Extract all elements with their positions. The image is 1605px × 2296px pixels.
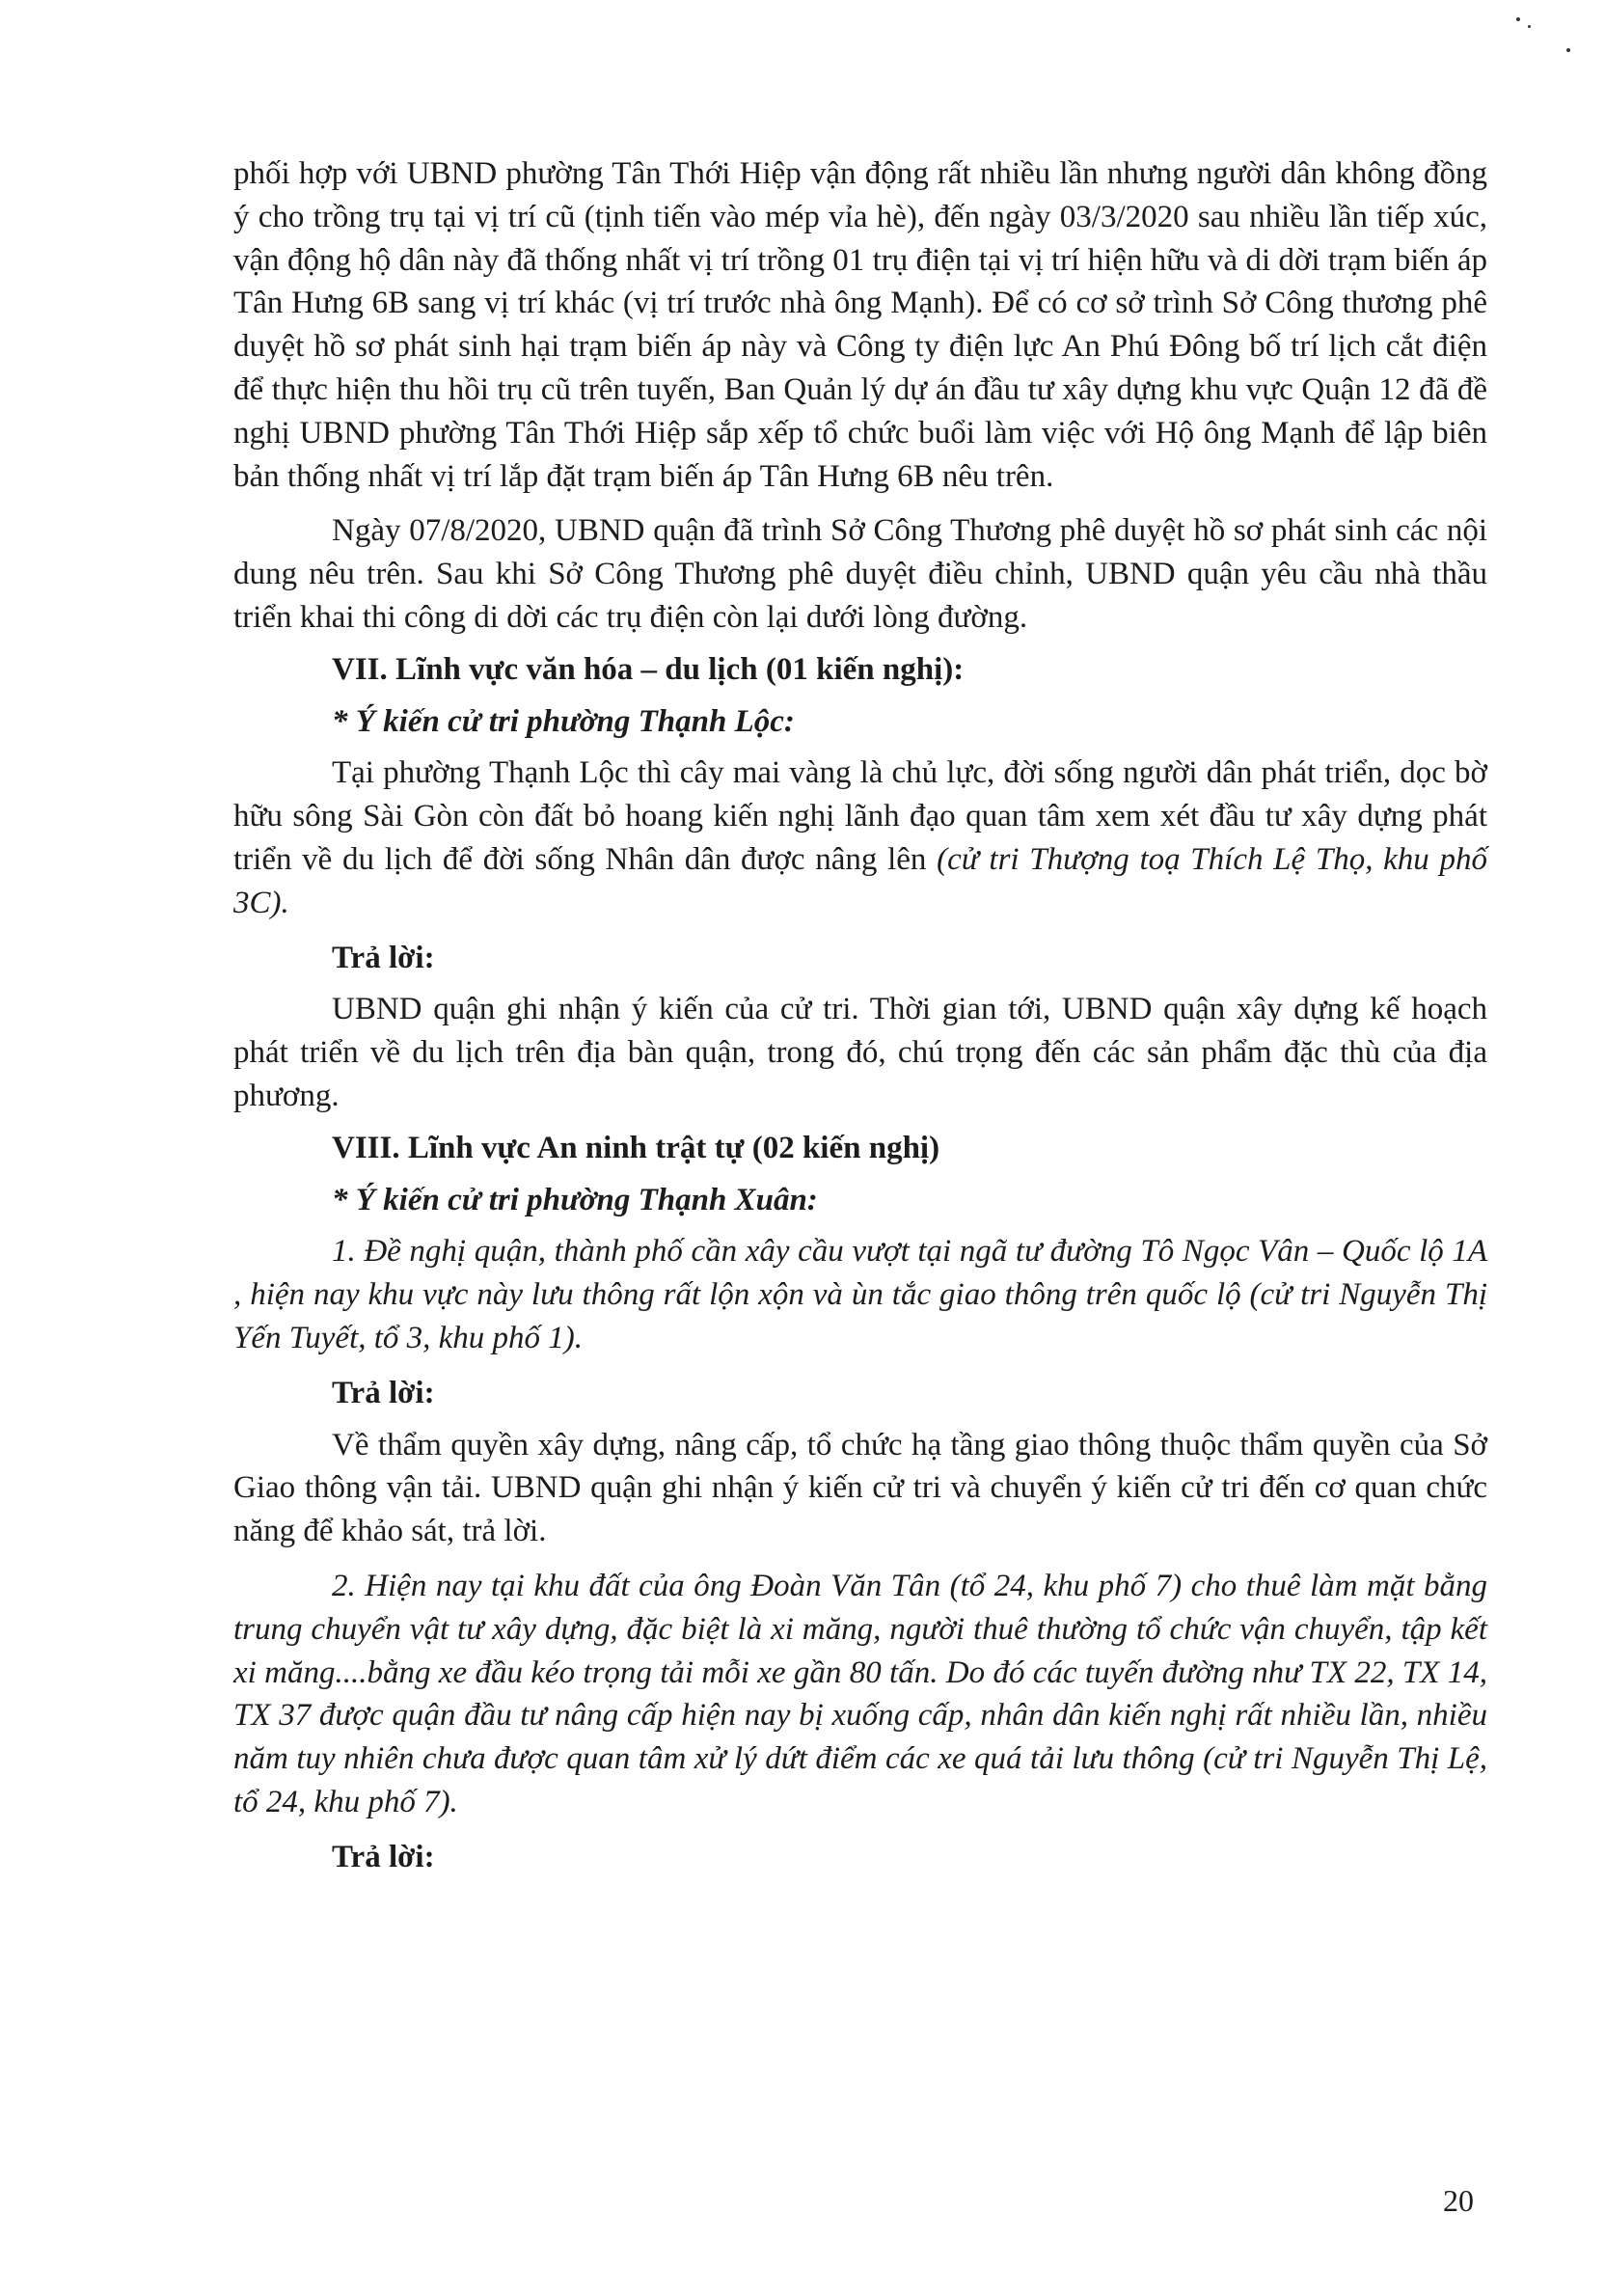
section-heading-security-order: VIII. Lĩnh vực An ninh trật tự (02 kiến nghị) xyxy=(332,1130,940,1165)
section-heading-culture-tourism: VII. Lĩnh vực văn hóa – du lịch (01 kiến nghị): xyxy=(332,651,965,687)
scan-speck xyxy=(1516,17,1520,21)
proposal-thanh-loc-source: (cử tri Thượng toạ Thích Lệ Thọ, khu phố 3C). xyxy=(233,841,1487,920)
answer-culture-tourism: UBND quận ghi nhận ý kiến của cử tri. Thời gian tới, UBND quận xây dựng kế hoạch phát triển về du lịch trên địa bàn quận, trong đó, chú trọng đến các sản phẩm đặc thù của địa phương. xyxy=(233,992,1487,1113)
answer-label-3: Trả lời: xyxy=(332,1839,435,1874)
answer-overpass: Về thẩm quyền xây dựng, nâng cấp, tổ chức hạ tầng giao thông thuộc thẩm quyền của Sở Giao thông vận tải. UBND quận ghi nhận ý kiến cử tri và chuyển ý kiến cử tri đến cơ quan chức năng để khảo sát, trả lời. xyxy=(233,1427,1487,1549)
voter-opinion-thanh-xuan: * Ý kiến cử tri phường Thạnh Xuân: xyxy=(332,1182,818,1217)
voter-opinion-thanh-loc: * Ý kiến cử tri phường Thạnh Lộc: xyxy=(332,703,795,739)
proposal-thanh-loc-text: Tại phường Thạnh Lộc thì cây mai vàng là chủ lực, đời sống người dân phát triển, dọc bờ hữu sông Sài Gòn còn đất bỏ hoang kiến nghị lãnh đạo quan tâm xem xét đầu tư xây dựng phát triển về du lịch để đời sống Nhân dân được nâng lên xyxy=(233,755,1487,877)
scan-speck xyxy=(1528,25,1531,28)
proposal-overloaded-trucks: 2. Hiện nay tại khu đất của ông Đoàn Văn Tân (tổ 24, khu phố 7) cho thuê làm mặt bằng trung chuyển vật tư xây dựng, đặc biệt là xi măng, người thuê thường tổ chức vận chuyển, tập kết xi măng....bằng xe đầu kéo trọng tải mỗi xe gần 80 tấn. Do đó các tuyến đường như TX 22, TX 14, TX 37 được quận đầu tư nâng cấp hiện nay bị xuống cấp, nhân dân kiến nghị rất nhiều lần, nhiều năm tuy nhiên chưa được quan tâm xử lý dứt điểm các xe quá tải lưu thông (cử tri Nguyễn Thị Lệ, tổ 24, khu phố 7). xyxy=(233,1568,1487,1819)
page-number: 20 xyxy=(1443,2183,1474,2218)
proposal-thanh-loc xyxy=(233,752,1487,924)
scan-speck xyxy=(1566,48,1570,52)
paragraph-submission: Ngày 07/8/2020, UBND quận đã trình Sở Công Thương phê duyệt hồ sơ phát sinh các nội dung nêu trên. Sau khi Sở Công Thương phê duyệt điều chỉnh, UBND quận yêu cầu nhà thầu triển khai thi công di dời các trụ điện còn lại dưới lòng đường. xyxy=(233,513,1487,635)
answer-label-1: Trả lời: xyxy=(332,940,435,975)
proposal-overpass: 1. Đề nghị quận, thành phố cần xây cầu vượt tại ngã tư đường Tô Ngọc Vân – Quốc lộ 1A , hiện nay khu vực này lưu thông rất lộn xộn và ùn tắc giao thông trên quốc lộ (cử tri Nguyễn Thị Yến Tuyết, tổ 3, khu phố 1). xyxy=(233,1234,1487,1355)
page-body xyxy=(233,152,1487,1878)
paragraph-continued: phối hợp với UBND phường Tân Thới Hiệp vận động rất nhiều lần nhưng người dân không đồng ý cho trồng trụ tại vị trí cũ (tịnh tiến vào mép vỉa hè), đến ngày 03/3/2020 sau nhiều lần tiếp xúc, vận động hộ dân này đã thống nhất vị trí trồng 01 trụ điện tại vị trí hiện hữu và di dời trạm biến áp Tân Hưng 6B sang vị trí khác (vị trí trước nhà ông Mạnh). Để có cơ sở trình Sở Công thương phê duyệt hồ sơ phát sinh hại trạm biến áp này và Công ty điện lực An Phú Đông bố trí lịch cắt điện để thực hiện thu hồi trụ cũ trên tuyến, Ban Quản lý dự án đầu tư xây dựng khu vực Quận 12 đã đề nghị UBND phường Tân Thới Hiệp sắp xếp tổ chức buổi làm việc với Hộ ông Mạnh để lập biên bản thống nhất vị trí lắp đặt trạm biến áp Tân Hưng 6B nêu trên. xyxy=(233,156,1487,494)
answer-label-2: Trả lời: xyxy=(332,1375,435,1410)
